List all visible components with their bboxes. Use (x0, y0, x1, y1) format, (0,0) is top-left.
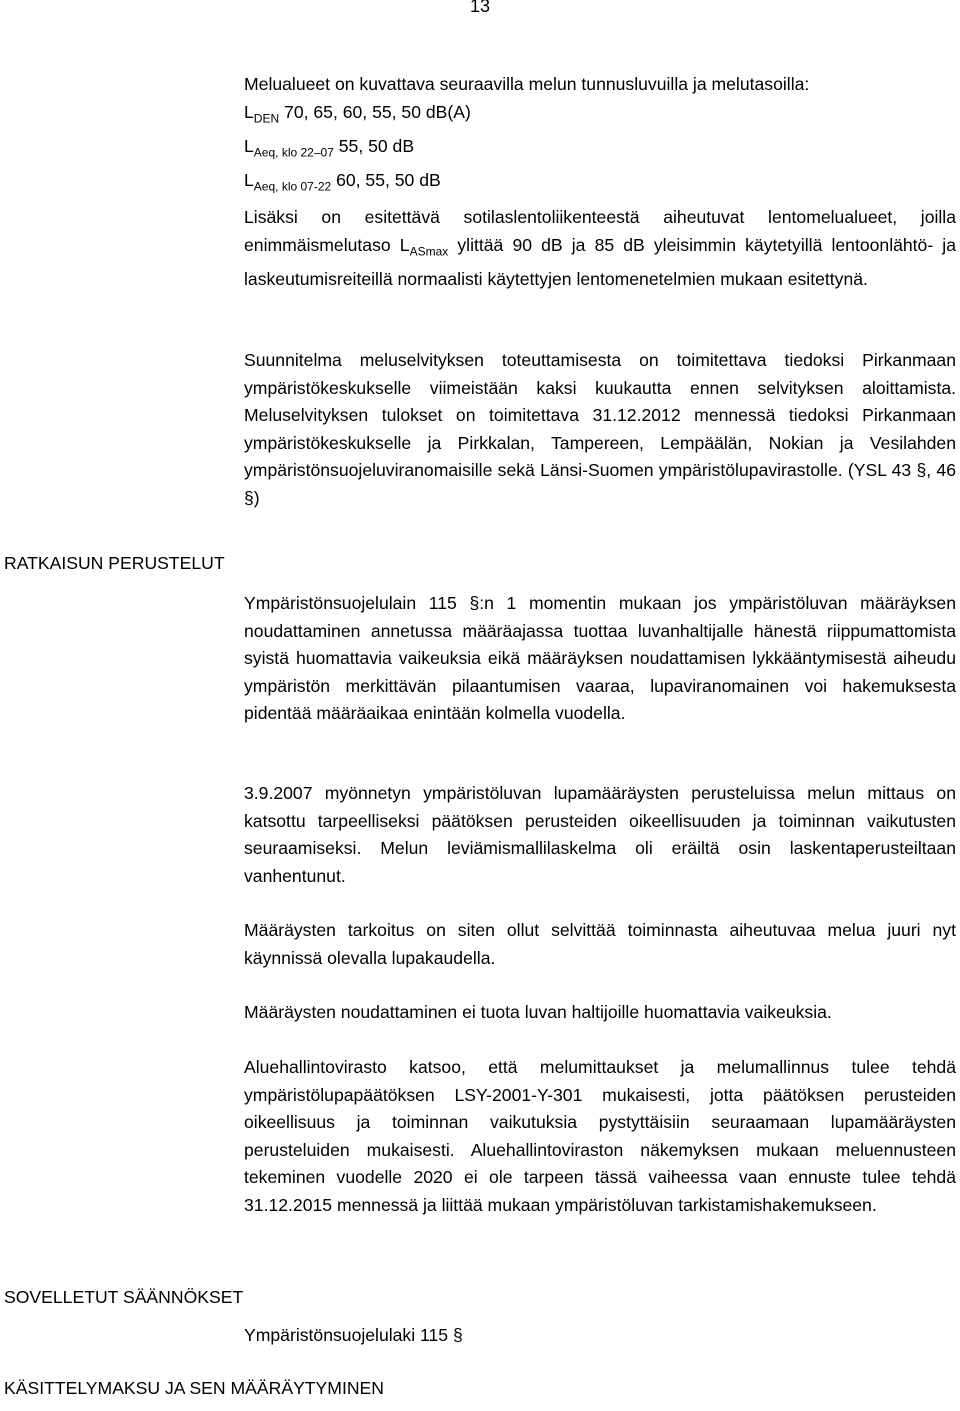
noise-indicators-block (244, 71, 956, 201)
paragraph-ymparistonsuojelulain: Ympäristönsuojelulain 115 §:n 1 momentin mukaan jos ympäristöluvan määräyksen noudattaminen annetussa määräajassa tuottaa luvanhaltijalle hänestä riippumattomista syistä huomattavia vaikeuksia eikä määräyksen noudattamisen lykkääntymisestä aiheudu ympäristön merkittävän pilaantumisen vaaraa, lupaviranomainen voi hakemuksesta pidentää määräaikaa enintään kolmella vuodella. (244, 593, 956, 723)
page-number: 13 (469, 0, 491, 16)
intro-line: Melualueet on kuvattava seuraavilla melun tunnusluvuilla ja melutasoilla: (244, 74, 810, 94)
paragraph-noudattaminen: Määräysten noudattaminen ei tuota luvan haltijoille huomattavia vaikeuksia. (244, 1002, 832, 1022)
laeq-night-values: 55, 50 dB (333, 135, 415, 156)
laeq-night-line (244, 133, 956, 167)
heading-sovelletut-saannokset: SOVELLETUT SÄÄNNÖKSET (4, 1287, 244, 1307)
laeq-night-symbol: L (244, 135, 254, 156)
heading-kasittelymaksu: KÄSITTELYMAKSU JA SEN MÄÄRÄYTYMINEN (4, 1378, 384, 1398)
paragraph-suunnitelma: Suunnitelma meluselvityksen toteuttamisesta on toimitettava tiedoksi Pirkanmaan ympäristökeskukselle viimeistään kaksi kuukautta ennen selvityksen aloittamista. Meluselvityksen tulokset on toimitettava 31.12.2012 mennessä tiedoksi Pirkanmaan ympäristökeskukselle ja Pirkkalan, Tampereen, Lempäälän, Nokian ja Vesilahden ympäristönsuojeluviranomaisille sekä Länsi-Suomen ympäristölupavirastolle. (YSL 43 §, 46 §) (244, 350, 956, 508)
heading-ratkaisun-perustelut: RATKAISUN PERUSTELUT (4, 553, 225, 573)
lasmax-subscript: ASmax (409, 244, 449, 259)
paragraph-ymparistonsuojelulaki: Ympäristönsuojelulaki 115 § (244, 1325, 463, 1345)
lden-line (244, 99, 956, 133)
laeq-day-values: 60, 55, 50 dB (331, 169, 441, 190)
laeq-day-symbol: L (244, 169, 254, 190)
paragraph-aluehallintovirasto: Aluehallintovirasto katsoo, että melumittaukset ja melumallinnus tulee tehdä ympäristölupapäätöksen LSY-2001-Y-301 mukaisesti, jotta päätöksen perusteiden oikeellisuus ja toiminnan vaikutuksia pystyttäisiin seuraamaan lupamääräysten perusteluiden mukaisesti. Aluehallintoviraston näkemyksen mukaan meluennusteen tekeminen vuodelle 2020 ei ole tarpeen tässä vaiheessa vaan ennuste tulee tehdä 31.12.2015 mennessä ja liittää mukaan ympäristöluvan tarkistamishakemukseen. (244, 1057, 956, 1215)
laeq-day-subscript: Aeq, klo 07-22 (253, 179, 332, 194)
lden-subscript: DEN (253, 111, 280, 126)
lisaksi-text-1: Lisäksi on esitettävä sotilaslentoliikenteestä aiheutuvat lentomelualueet, joilla enimmäismelutaso L (244, 207, 956, 255)
laeq-day-line (244, 167, 956, 201)
paragraph-lisaksi (244, 204, 956, 293)
paragraph-tarkoitus: Määräysten tarkoitus on siten ollut selvittää toiminnasta aiheutuvaa melua juuri nyt käynnissä olevalla lupakaudella. (244, 920, 956, 968)
laeq-night-subscript: Aeq, klo 22–07 (253, 145, 334, 160)
lden-symbol: L (244, 101, 254, 122)
lisaksi-text-2: ylittää 90 dB ja 85 dB yleisimmin käytetyillä lentoonlähtö- ja laskeutumisreiteillä normaalisti käytettyjen lentomenetelmien mukaan esitettynä. (244, 234, 957, 289)
lden-values: 70, 65, 60, 55, 50 dB(A) (279, 101, 471, 122)
paragraph-lupamaaraykset: 3.9.2007 myönnetyn ympäristöluvan lupamääräysten perusteluissa melun mittaus on katsottu tarpeelliseksi päätöksen perusteiden oikeellisuuden ja toiminnan vaikutusten seuraamiseksi. Melun leviämismallilaskelma oli eräiltä osin laskentaperusteiltaan vanhentunut. (244, 783, 956, 886)
